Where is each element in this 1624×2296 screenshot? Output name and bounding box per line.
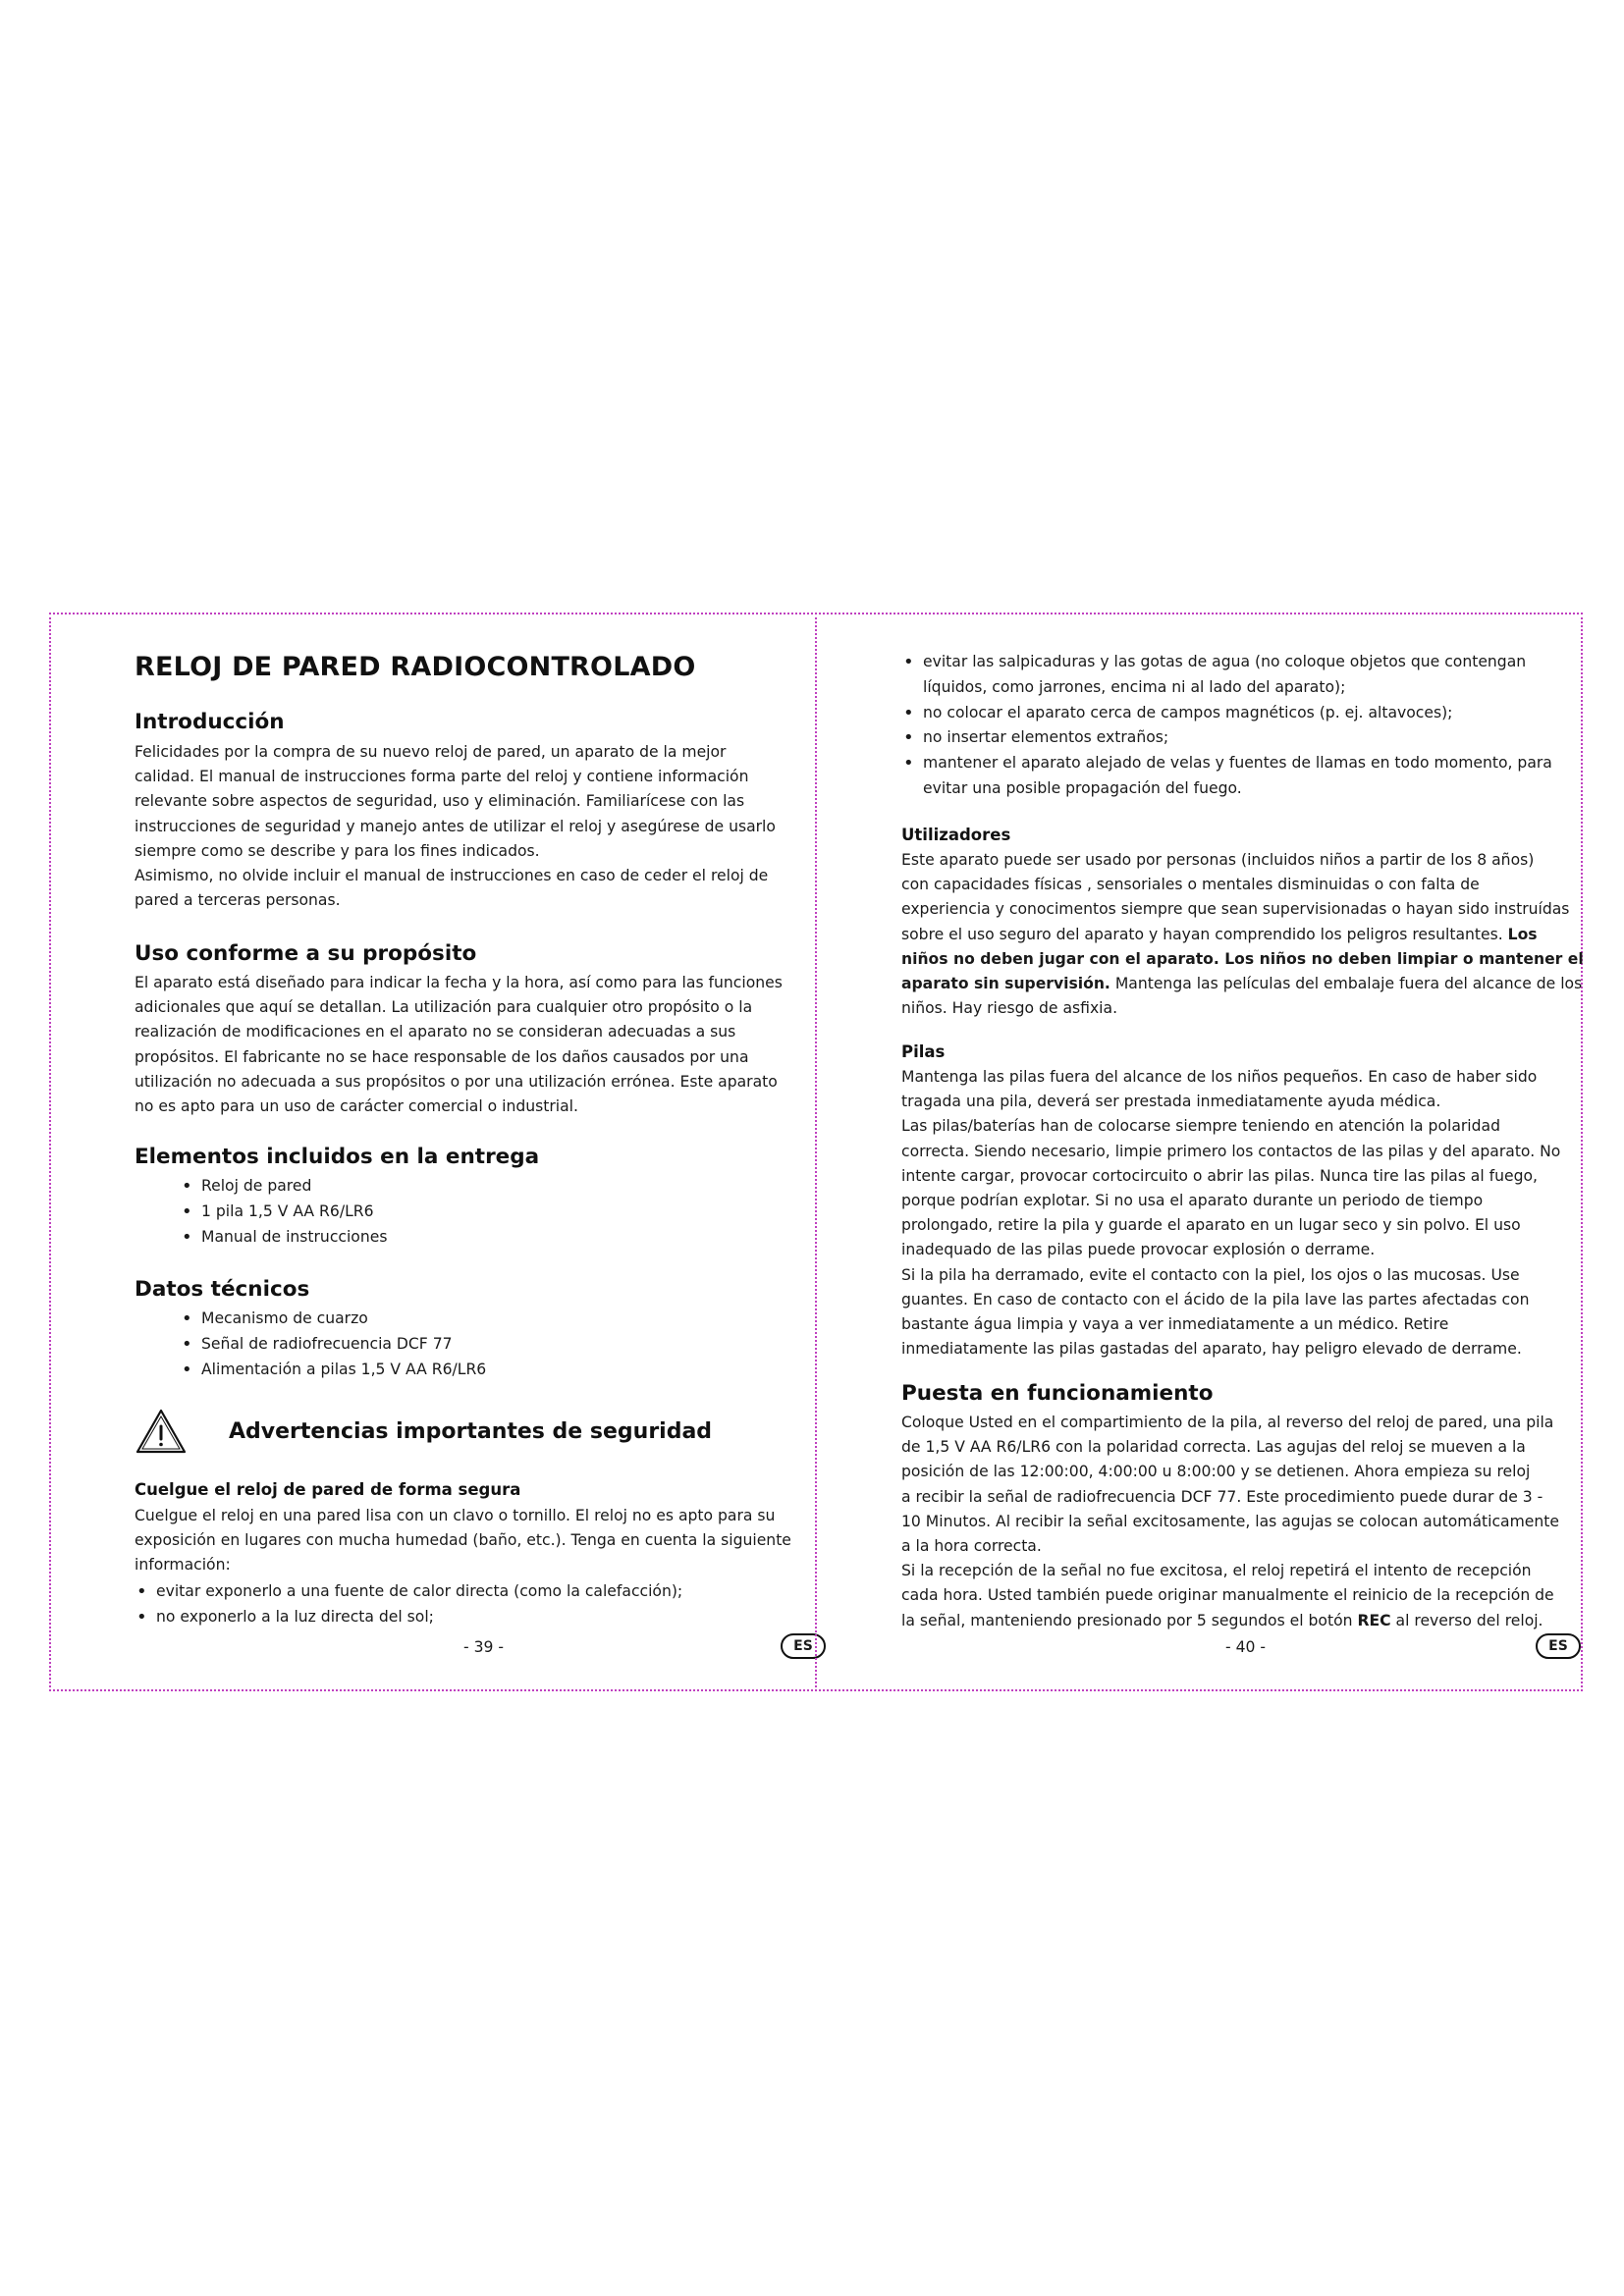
datos-list [180,1307,486,1382]
page-number: - 39 - [463,1638,505,1656]
list-item: • evitar exponerlo a una fuente de calor directa (como la calefacción); [135,1579,682,1605]
advertencias-heading: Advertencias importantes de seguridad [229,1419,713,1444]
advertencias-list [135,1579,682,1630]
page-39 [135,614,822,1693]
uso-text: El aparato está diseñado para indicar la fecha y la hora, así como para las funciones adicionales que aquí se detallan. La utilización para cualquier otro propósito o la realización de modificaciones en el aparato no se consideran adecuadas a sus propósitos. El fabricante no se hace responsable de los daños causados por una utilización no adecuada a sus propósitos o por una utilización errónea. Este aparato no es apto para un uso de carácter comercial o industrial. [135,974,783,1116]
page-40 [901,614,1598,1693]
language-badge: ES [1536,1633,1581,1659]
elementos-list [180,1174,387,1250]
pilas-text: Mantenga las pilas fuera del alcance de los niños pequeños. En caso de haber sido tragada una pila, deverá ser prestada inmediatamente ayuda médica. Las pilas/baterías han de colocarse siempre teniendo en atención la polaridad correcta. Siendo necesario, limpie primero los contactos de las pilas y del aparato. No intente cargar, provocar cortocircuito o abrir las pilas. Nunca tire las pilas al fuego, porque podrían explotar. Si no usa el aparato durante un periodo de tiempo prolongado, retire la pila y guarde el aparato en un lugar seco y sin polvo. El uso inadequado de las pilas puede provocar explosión o derrame. Si la pila ha derramado, evite el contacto con la piel, los ojos o las mucosas. Use guantes. En caso de contacto con el ácido de la pila lave las partes afectadas con bastante água limpia y vaya a ver inmediatamente a un médico. Retire inmediatamente las pilas gastadas del aparato, hay peligro elevado de derrame. [901,1068,1561,1359]
list-item: • evitar las salpicaduras y las gotas de agua (no coloque objetos que contengan líquidos, como jarrones, encima ni al lado del aparato); [901,650,1552,701]
uso-heading: Uso conforme a su propósito [135,941,477,966]
elementos-heading: Elementos incluidos en la entrega [135,1145,540,1169]
page-divider [815,613,817,1691]
list-item: • Señal de radiofrecuencia DCF 77 [180,1332,486,1358]
list-item: • Alimentación a pilas 1,5 V AA R6/LR6 [180,1358,486,1383]
language-badge: ES [781,1633,826,1659]
safety-list [901,650,1552,802]
puesta-text: Coloque Usted en el compartimiento de la pila, al reverso del reloj de pared, una pila de 1,5 V AA R6/LR6 con la polaridad correcta. Las agujas del reloj se mueven a la posición de las 12:00:00, 4:00:00 u 8:00:00 y se detienen. Ahora empieza su reloj a recibir la señal de radiofrecuencia DCF 77. Este procedimiento puede durar de 3 - 10 Minutos. Al recibir la señal excitosamente, las agujas se colocan automáticamente a la hora correcta. Si la recepción de la señal no fue excitosa, el reloj repetirá el intento de recepción cada hora. Usted también puede originar manualmente el reinicio de la recepción de la señal, manteniendo presionado por 5 segundos el botón REC al reverso del reloj. [901,1414,1559,1629]
list-item: • no exponerlo a la luz directa del sol; [135,1605,682,1630]
cuelgue-text: Cuelgue el reloj en una pared lisa con un clavo o tornillo. El reloj no es apto para su exposición en lugares con mucha humedad (baño, etc.). Tenga en cuenta la siguiente información: [135,1507,791,1575]
list-item: • mantener el aparato alejado de velas y fuentes de llamas en todo momento, para evitar una posible propagación del fuego. [901,751,1552,802]
utilizadores-text: Este aparato puede ser usado por personas (incluidos niños a partir de los 8 años) con capacidades físicas , sensoriales o mentales disminuidas o con falta de experiencia y conocimentos siempre que sean supervisionadas o hayan sido instruídas sobre el uso seguro del aparato y hayan comprendido los peligros resultantes. Los niños no deben jugar con el aparato. Los niños no deben limpiar o mantener el aparato sin supervisión. Mantenga las películas del embalaje fuera del alcance de los niños. Hay riesgo de asfixia. [901,851,1584,1018]
list-item: • no colocar el aparato cerca de campos magnéticos (p. ej. altavoces); [901,701,1552,726]
list-item: • Reloj de pared [180,1174,387,1200]
utilizadores-heading: Utilizadores [901,826,1011,844]
page-title: RELOJ DE PARED RADIOCONTROLADO [135,652,696,682]
cuelgue-subheading: Cuelgue el reloj de pared de forma segura [135,1480,521,1499]
intro-text: Felicidades por la compra de su nuevo reloj de pared, un aparato de la mejor calidad. El manual de instrucciones forma parte del reloj y contiene información relevante sobre aspectos de seguridad, uso y eliminación. Familiarícese con las instrucciones de seguridad y manejo antes de utilizar el reloj y asegúrese de usarlo siempre como se describe y para los fines indicados. Asimismo, no olvide incluir el manual de instrucciones en caso de ceder el reloj de pared a terceras personas. [135,743,776,910]
datos-heading: Datos técnicos [135,1277,310,1302]
warning-triangle-icon [135,1408,188,1455]
list-item: • 1 pila 1,5 V AA R6/LR6 [180,1200,387,1225]
list-item: • Manual de instrucciones [180,1225,387,1251]
pilas-heading: Pilas [901,1042,946,1061]
intro-heading: Introducción [135,710,285,734]
list-item: • no insertar elementos extraños; [901,725,1552,751]
puesta-heading: Puesta en funcionamiento [901,1381,1214,1406]
list-item: • Mecanismo de cuarzo [180,1307,486,1332]
page-number: - 40 - [1225,1638,1267,1656]
